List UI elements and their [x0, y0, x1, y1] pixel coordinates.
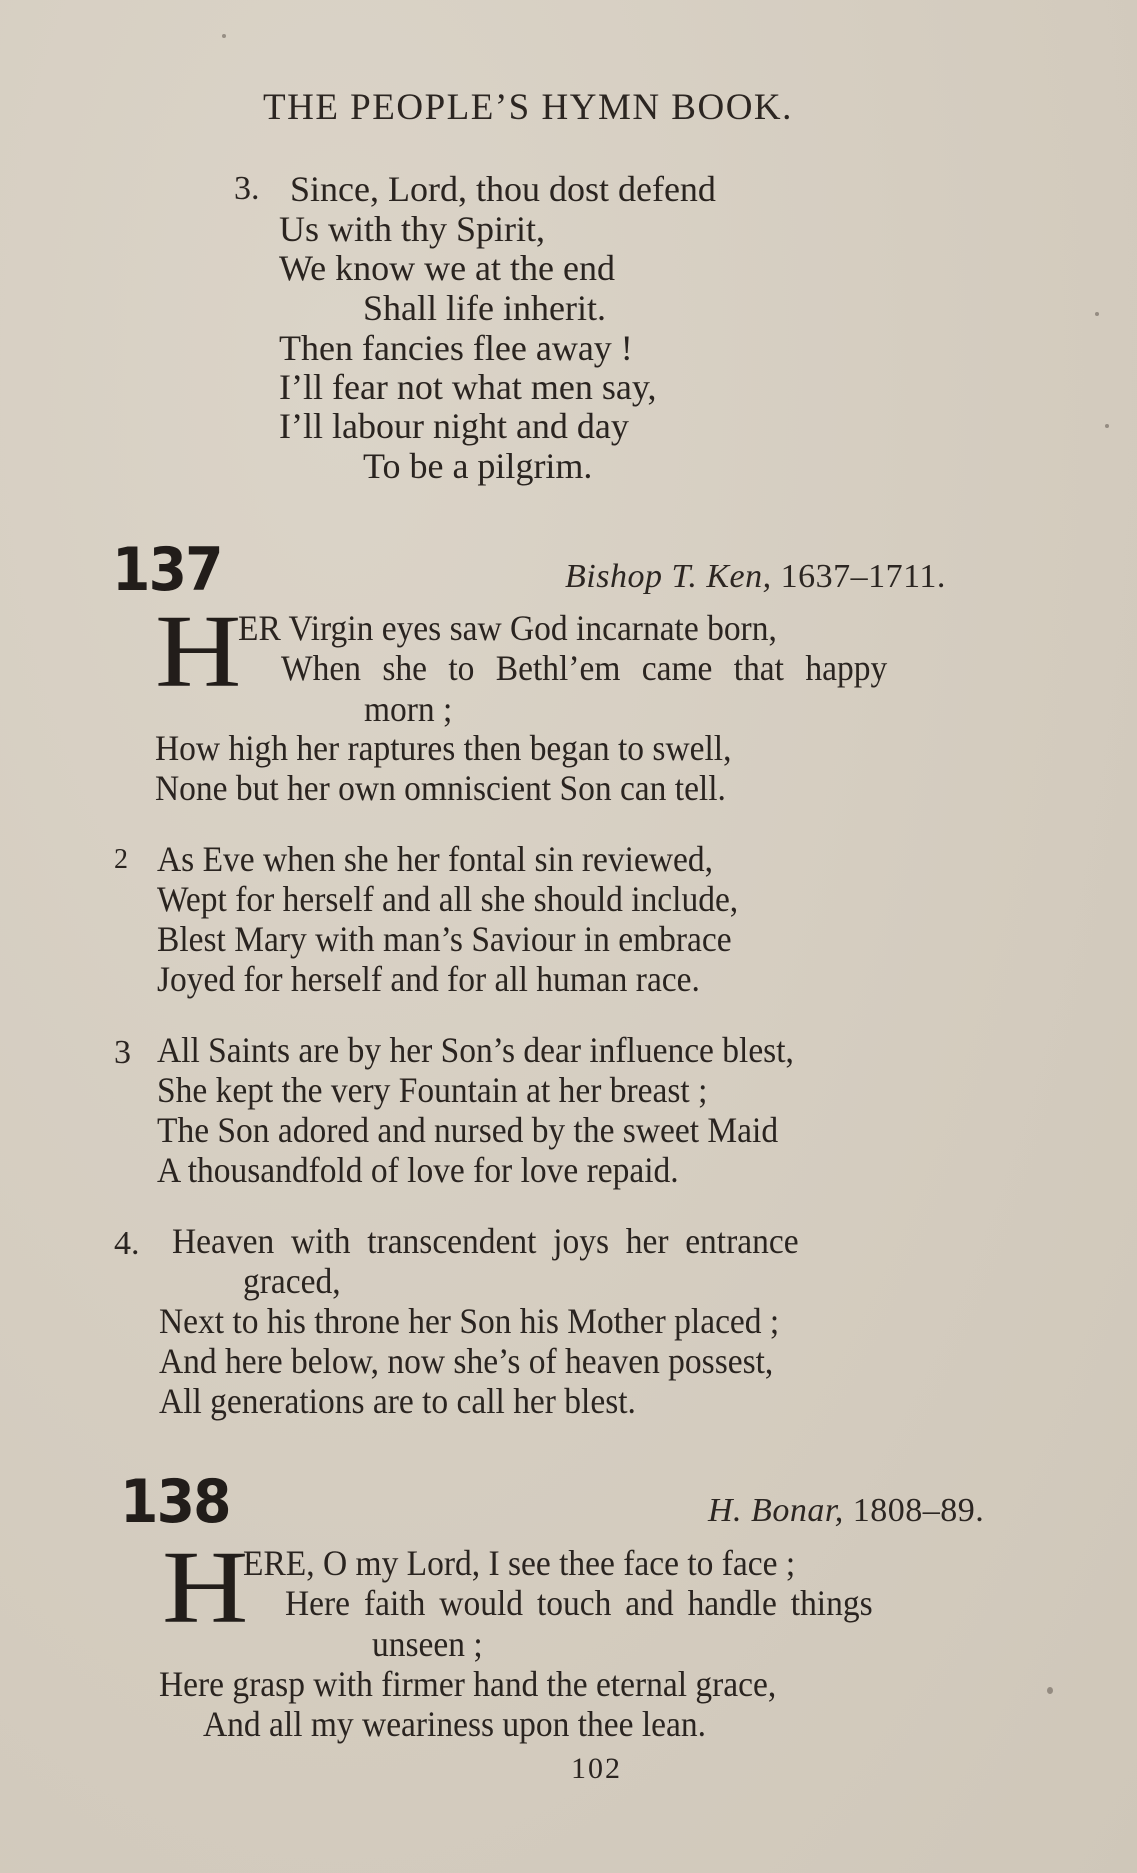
hymn-author: [708, 1492, 984, 1530]
verse-line: graced,: [243, 1261, 341, 1301]
author-dates: 1808–89.: [852, 1492, 985, 1529]
paper-speck: [222, 34, 226, 38]
page-number: 102: [571, 1752, 622, 1785]
hymn-number: 138: [120, 1467, 230, 1537]
verse-line: ER Virgin eyes saw God incarnate born,: [238, 608, 777, 648]
author-dates: 1637–1711.: [780, 558, 946, 595]
verse-line: How high her raptures then began to swell,: [155, 728, 732, 768]
verse-line: All generations are to call her blest.: [159, 1381, 636, 1421]
verse-line: Then fancies flee away !: [279, 328, 633, 368]
verse-line: When she to Bethl’em came that happy: [281, 648, 888, 688]
verse-line: ERE, O my Lord, I see thee face to face ;: [243, 1543, 796, 1583]
verse-line: Next to his throne her Son his Mother placed ;: [159, 1301, 780, 1341]
verse-line: Joyed for herself and for all human race.: [157, 959, 700, 999]
paper-speck: [1047, 1687, 1053, 1694]
verse-line: She kept the very Fountain at her breast ;: [157, 1070, 708, 1110]
hymn-number: 137: [112, 535, 222, 605]
verse-line: Heaven with transcendent joys her entrance: [172, 1221, 799, 1261]
drop-cap: H: [155, 594, 242, 709]
verse-line: Shall life inherit.: [363, 288, 606, 328]
verse-number: 3.: [234, 170, 260, 207]
verse-number: 3: [114, 1034, 131, 1071]
verse-line: A thousandfold of love for love repaid.: [157, 1150, 679, 1190]
verse-number: 2: [114, 844, 128, 875]
verse-line: Here grasp with firmer hand the eternal grace,: [159, 1664, 777, 1704]
paper-speck: [1105, 424, 1109, 428]
verse-line: Blest Mary with man’s Saviour in embrace: [157, 919, 732, 959]
verse-line: Here faith would touch and handle things: [285, 1583, 873, 1623]
author-name: Bishop T. Ken,: [565, 558, 772, 595]
verse-line: The Son adored and nursed by the sweet Maid: [157, 1110, 779, 1150]
hymn-author: [565, 558, 946, 596]
verse-line: Us with thy Spirit,: [279, 209, 546, 249]
author-name: H. Bonar,: [708, 1492, 844, 1529]
verse-line: All Saints are by her Son’s dear influence blest,: [157, 1030, 794, 1070]
verse-line: I’ll fear not what men say,: [279, 367, 657, 407]
verse-line: morn ;: [364, 689, 453, 729]
verse-number: 4.: [114, 1225, 140, 1262]
verse-line: unseen ;: [372, 1624, 483, 1664]
verse-line: And here below, now she’s of heaven possest,: [159, 1341, 774, 1381]
verse-line: Since, Lord, thou dost defend: [290, 169, 716, 209]
drop-cap: H: [162, 1530, 249, 1645]
verse-line: And all my weariness upon thee lean.: [203, 1704, 706, 1744]
paper-speck: [1095, 312, 1099, 316]
verse-line: As Eve when she her fontal sin reviewed,: [157, 839, 713, 879]
verse-line: Wept for herself and all she should include,: [157, 879, 739, 919]
verse-line: To be a pilgrim.: [363, 446, 593, 486]
verse-line: We know we at the end: [279, 248, 615, 288]
running-header: THE PEOPLE’S HYMN BOOK.: [263, 87, 793, 128]
verse-line: I’ll labour night and day: [279, 406, 629, 446]
verse-line: None but her own omniscient Son can tell.: [155, 768, 726, 808]
